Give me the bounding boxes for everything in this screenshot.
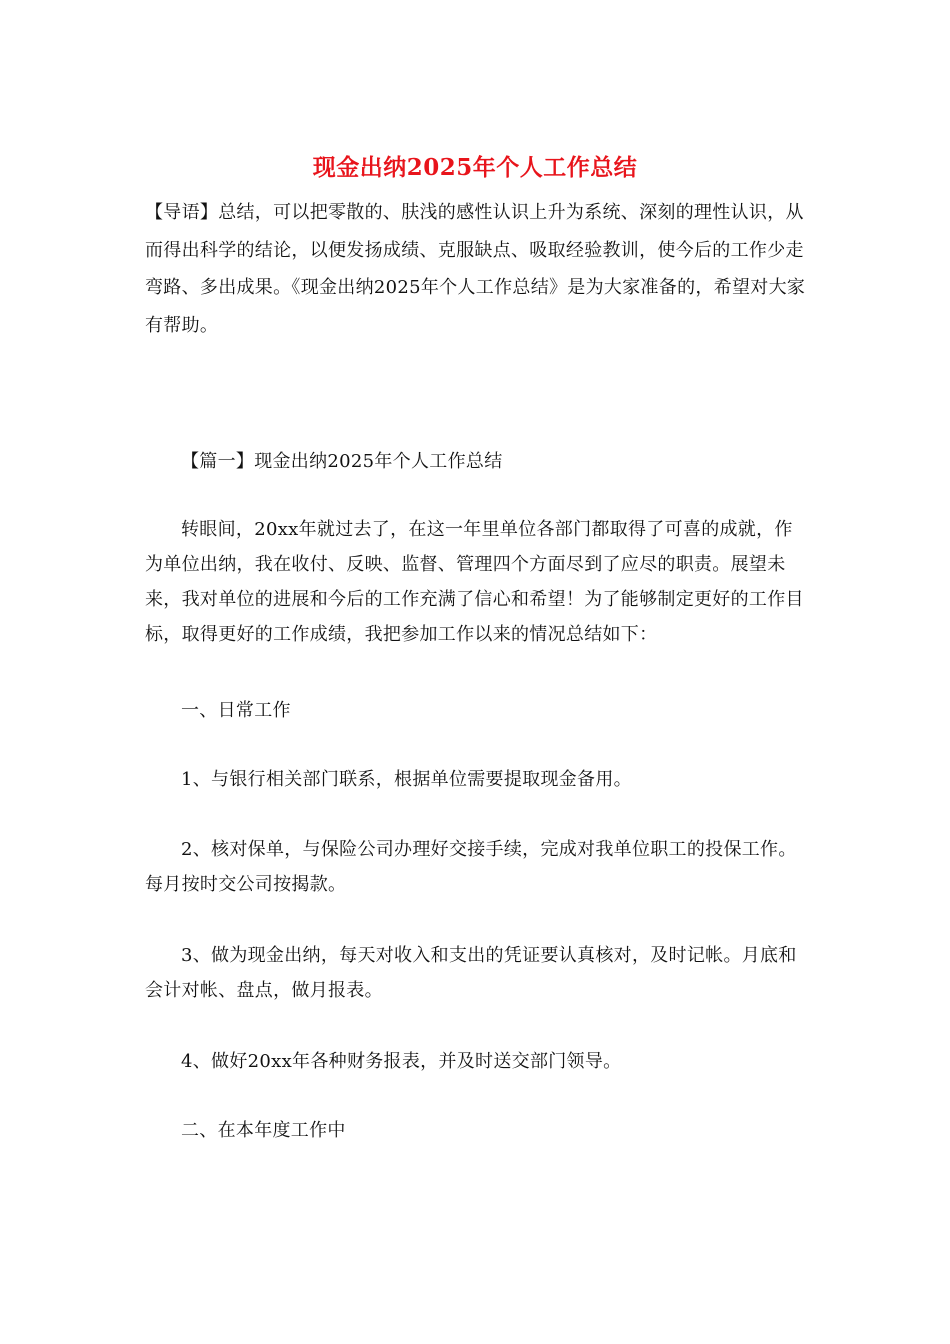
section-heading: 【篇一】现金出纳2025年个人工作总结 [181, 451, 503, 472]
list-item-1: 1、与银行相关部门联系，根据单位需要提取现金备用。 [181, 769, 632, 790]
list-item-4: 4、做好20xx年各种财务报表，并及时送交部门领导。 [181, 1051, 622, 1072]
body-paragraph-1: 转眼间，20xx年就过去了，在这一年里单位各部门都取得了可喜的成就，作为单位出纳，我在收付、反映、监督、管理四个方面尽到了应尽的职责。展望未来，我对单位的进展和今后的工作充满了信心和希望！为了能够制定更好的工作目标，取得更好的工作成绩，我把参加工作以来的情况总结如下： [145, 519, 804, 645]
intro-text: 总结，可以把零散的、肤浅的感性认识上升为系统、深刻的理性认识，从而得出科学的结论，以便发扬成绩、克服缺点、吸取经验教训，使今后的工作少走弯路、多出成果。《现金出纳2025年个人工作总结》是为大家准备的，希望对大家有帮助。 [145, 202, 806, 336]
list-heading-daily-work: 一、日常工作 [181, 700, 291, 721]
intro-paragraph [145, 194, 809, 344]
list-item-2: 2、核对保单，与保险公司办理好交接手续，完成对我单位职工的投保工作。每月按时交公司按揭款。 [145, 839, 797, 895]
intro-tag: 【导语】 [145, 202, 219, 223]
list-heading-annual-work: 二、在本年度工作中 [181, 1120, 346, 1141]
document-title: 现金出纳2025年个人工作总结 [312, 154, 638, 181]
list-item-3: 3、做为现金出纳，每天对收入和支出的凭证要认真核对，及时记帐。月底和会计对帐、盘点，做月报表。 [145, 945, 797, 1001]
